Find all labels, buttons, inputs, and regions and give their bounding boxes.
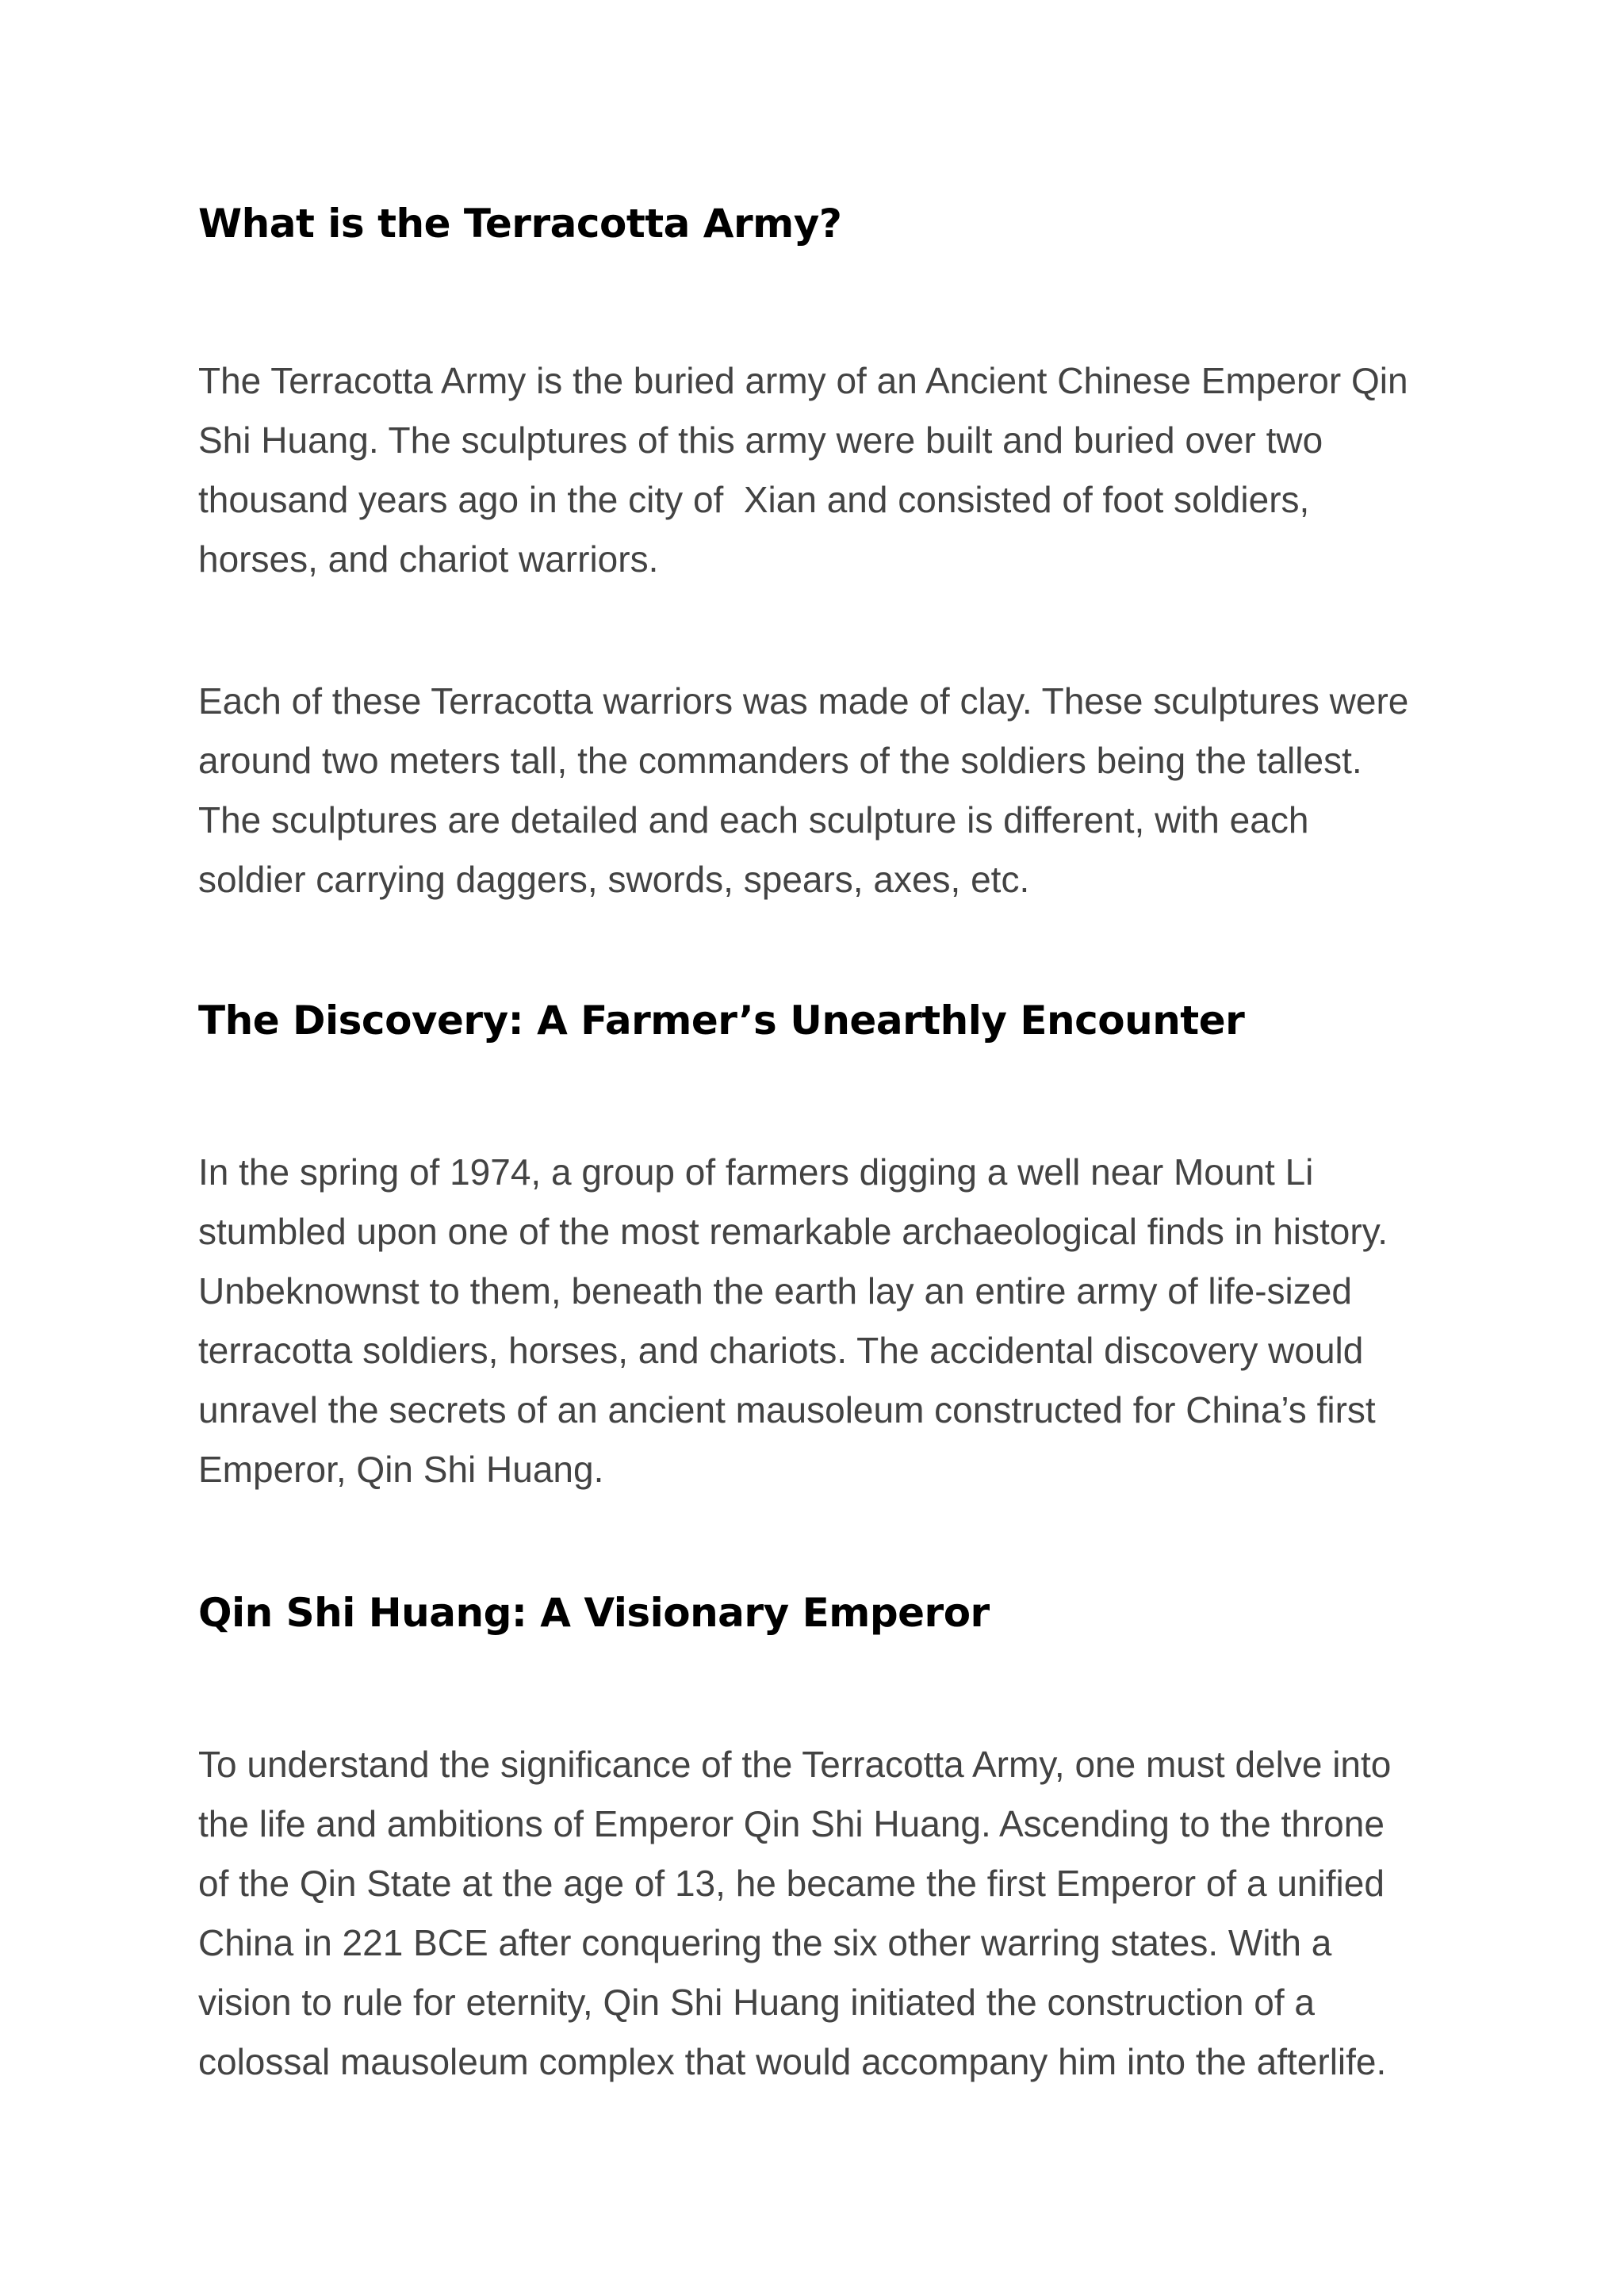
section-heading-discovery: The Discovery: A Farmer’s Unearthly Encounter [198, 998, 1245, 1044]
section-heading-terracotta-army: What is the Terracotta Army? [198, 201, 842, 247]
paragraph-discovery: In the spring of 1974, a group of farmers digging a well near Mount Li stumbled upon one of the most remarkable archaeological finds in history. Unbeknownst to them, beneath the earth lay an entire army of life-sized terracotta soldiers, horses, and chariots. The accidental discovery would unravel the secrets of an ancient mausoleum constructed for China’s first Emperor, Qin Shi Huang. [198, 1151, 1388, 1490]
paragraph-terracotta-army-intro: The Terracotta Army is the buried army of an Ancient Chinese Emperor Qin Shi Huang. The sculptures of this army were built and buried over two thousand years ago in the city of Xian and consisted of foot soldiers, horses, and chariot warriors. [198, 360, 1408, 580]
paragraph-qin-shi-huang: To understand the significance of the Terracotta Army, one must delve into the life and ambitions of Emperor Qin Shi Huang. Ascending to the throne of the Qin State at the age of 13, he became the first Emperor of a unified China in 221 BCE after conquering the six other warring states. With a vision to rule for eternity, Qin Shi Huang initiated the construction of a colossal mausoleum complex that would accompany him into the afterlife. [198, 1744, 1392, 2082]
section-heading-qin-shi-huang: Qin Shi Huang: A Visionary Emperor [198, 1590, 990, 1636]
paragraph-terracotta-warriors: Each of these Terracotta warriors was made of clay. These sculptures were around two meters tall, the commanders of the soldiers being the tallest. The sculptures are detailed and each sculpture is different, with each soldier carrying daggers, swords, spears, axes, etc. [198, 680, 1409, 900]
